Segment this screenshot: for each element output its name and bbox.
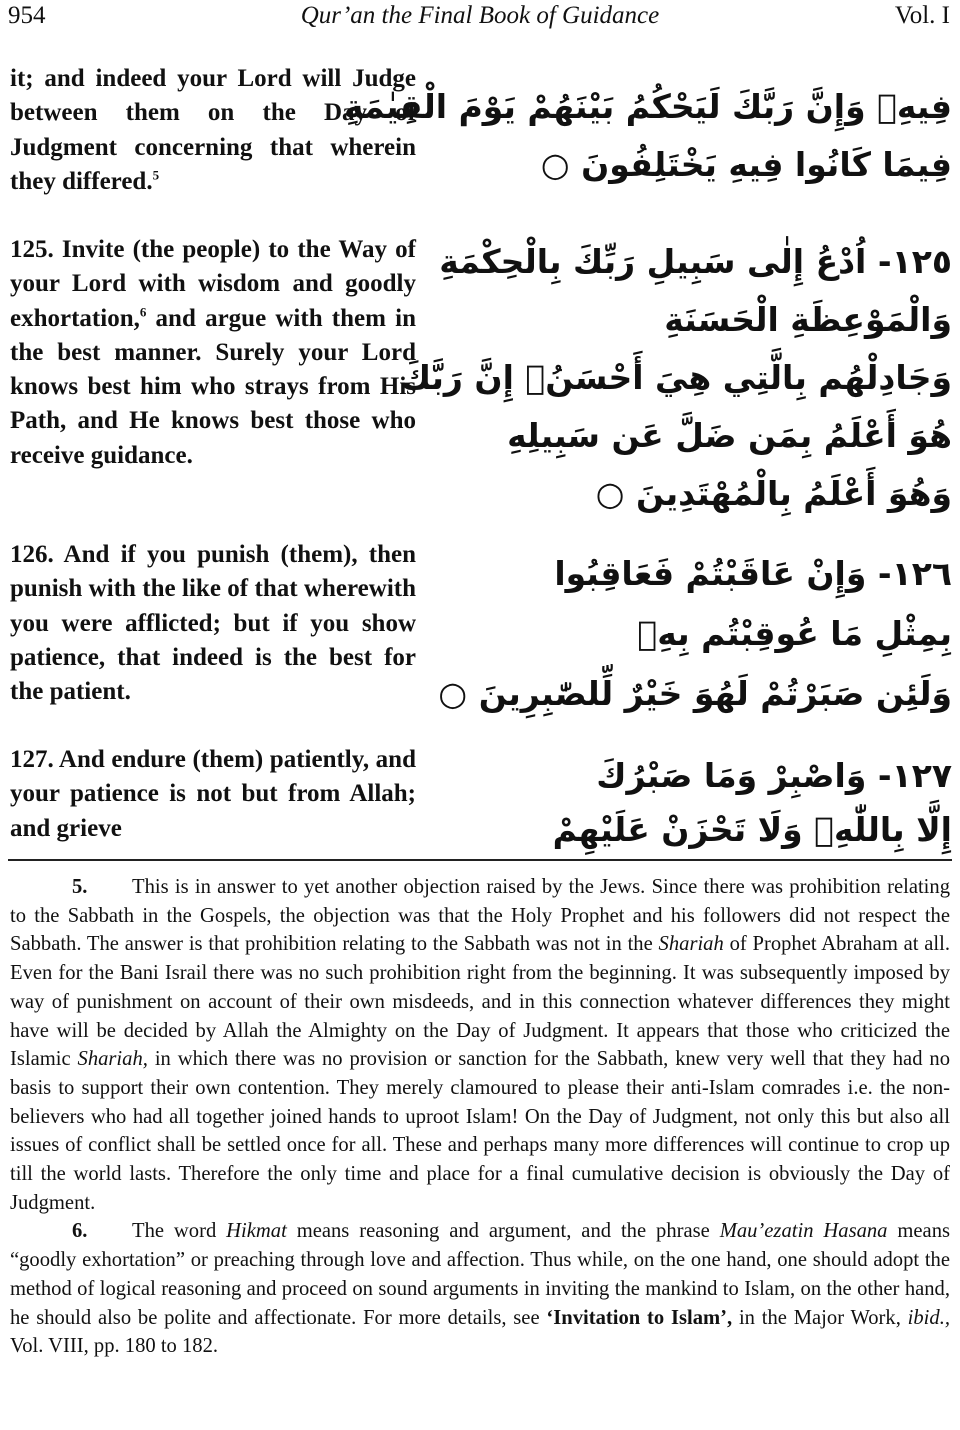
footnote-text: Vol. VIII, pp. 180 to 182. [10,1335,219,1358]
arabic-line: ١٢٧- وَاصْبِرْ وَمَا صَبْرُكَ [596,756,952,795]
footnote-italic-term: Hikmat [226,1220,287,1243]
footnote-italic-term: Shariah, [77,1048,148,1071]
footnote-italic-term: ibid., [907,1306,950,1329]
verse-english-text: it; and indeed your Lord will Judge between them on the Day of Judgment concerning that wherein they differed. [10,65,416,195]
arabic-line: فِيمَا كَانُوا فِيهِ يَخْتَلِفُونَ ○ [540,145,952,184]
footnote-ref-5[interactable]: 5 [152,167,160,183]
footnote-text: means reasoning and argument, and the phrase [286,1220,720,1243]
arabic-line: إِلَّا بِاللّٰهِۚ وَلَا تَحْزَنْ عَلَيْهِمْ [552,810,952,849]
footnote-italic-term: Mau’ezatin Hasana [719,1220,888,1243]
footnotes [10,873,950,1361]
page-number: 954 [8,2,46,29]
arabic-line: ١٢٥- اُدْعُ إِلٰى سَبِيلِ رَبِّكَ بِالْحِكْمَةِ [439,242,952,281]
cross-reference-title: ‘Invitation to Islam’, [546,1306,733,1329]
verse-arabic [400,233,952,523]
verse-english-text: and argue with them in the best manner. Surely your Lord knows best him who strays from His Path, and He knows best those who receive guidance. [10,304,416,469]
arabic-line: وَهُوَ أَعْلَمُ بِالْمُهْتَدِينَ ○ [595,474,952,513]
footnote-text: The word [132,1220,227,1243]
arabic-line: بِمِثْلِ مَا عُوقِبْتُم بِهِۖ [637,614,952,653]
footnote-5 [10,873,950,1217]
page-header [0,0,960,40]
footnote-text: means “goodly exhortation” or preaching through love and affection. Thus while, on the one hand, one should adopt the method of logical reasoning and proceed on sound arguments in inviting the mankind to Islam, on the other hand, he should also be polite and affectionate. For more details, see [10,1220,951,1329]
verse-english [10,233,416,473]
footnote-divider [8,859,952,861]
footnote-text: of Prophet Abraham at all. Even for the Bani Israil there was no such prohibition right from the beginning. It was subsequently imposed by way of punishment on account of their own misdeeds, and in this connection whatever differences they might have will be decided by Allah the Almighty on the Day of Judgment. It appears that those who criticized the Islamic [10,933,951,1071]
verse-english [10,743,416,846]
arabic-line: فِيهِۚ وَإِنَّ رَبَّكَ لَيَحْكُمُ بَيْنَهُمْ يَوْمَ الْقِيٰمَةِ [344,87,952,126]
volume-label: Vol. I [894,2,950,29]
arabic-line: وَلَئِن صَبَرْتُمْ لَهُوَ خَيْرٌ لِّلصّٰبِرِينَ ○ [438,674,952,713]
arabic-line: هُوَ أَعْلَمُ بِمَن ضَلَّ عَن سَبِيلِهِ [507,416,952,455]
verse-arabic [530,749,952,857]
footnote-number: 5. [72,876,88,898]
verse-english-text: 127. And endure (them) patiently, and your patience is not but from Allah; and grieve [10,746,416,842]
verse-english-text: 125. Invite (the people) to the Way of your Lord with wisdom and goodly exhortation, [10,236,416,332]
footnote-number: 6. [72,1220,88,1243]
footnote-text: in which there was no provision or sanction for the Sabbath, knew very well that they had no basis to support their own contention. They merely clamoured to please their anti-Islam comrades i.e. the non-believers who had all together joined hands to uproot Islam! On the Day of Judgment, not only this but also all issues of conflict shall be settled once for all. These and perhaps many more differences will continue to crop up till the world lasts. Therefore the only time and place for a final cumulative decision is obviously the Day of Judgment. [10,1048,950,1214]
verse-english [10,538,416,709]
verse-english-text: 126. And if you punish (them), then punish with the like of that wherewith you were afflicted; but if you show patience, that indeed is the best for the patient. [10,541,416,706]
footnote-text: This is in answer to yet another objection raised by the Jews. Since there was prohibition relating to the Sabbath in the Gospels, the objection was that the Holy Prophet and his followers did not respect the Sabbath. The answer is that prohibition relating to the Sabbath was not in the [10,876,950,956]
arabic-line: وَالْمَوْعِظَةِ الْحَسَنَةِ [664,300,952,339]
running-title: Qur’an the Final Book of Guidance [300,2,660,29]
footnote-text: in the Major Work, [732,1306,908,1329]
footnote-italic-term: Shariah [658,933,724,956]
verse-arabic [344,78,952,194]
verse-arabic [438,544,952,724]
footnote-6 [10,1217,950,1361]
arabic-line: ١٢٦- وَإِنْ عَاقَبْتُمْ فَعَاقِبُوا [554,554,952,593]
arabic-line: وَجَادِلْهُم بِالَّتِي هِيَ أَحْسَنُۚ إِنَّ رَبَّكَ [400,358,952,397]
footnote-ref-6[interactable]: 6 [139,304,147,320]
